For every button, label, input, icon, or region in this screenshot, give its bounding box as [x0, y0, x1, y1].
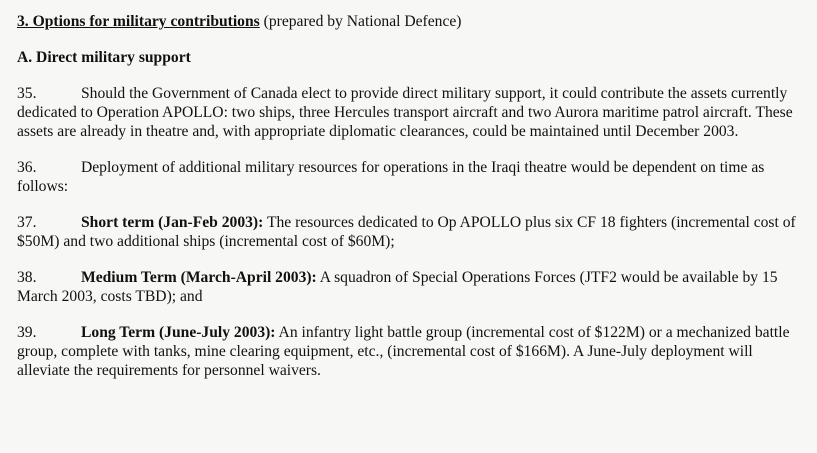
paragraph-text: Should the Government of Canada elect to provide direct military support, it could contribute the assets currently dedicated to Operation APOLLO: two ships, three Hercules transport aircraft and two Aurora maritime patrol aircraft. These assets are already in theatre and, with appropriate diplomatic clearances, could be maintained until December 2003. — [17, 85, 793, 140]
paragraph-39 — [17, 323, 803, 380]
paragraph-number: 37. — [17, 214, 37, 231]
paragraph-number: 38. — [17, 269, 37, 286]
paragraph-number: 39. — [17, 324, 37, 341]
subsection-title: A. Direct military support — [17, 49, 191, 66]
paragraph-number: 36. — [17, 159, 37, 176]
paragraph-lead: Long Term (June-July 2003): — [81, 324, 276, 341]
section-heading-note: (prepared by National Defence) — [259, 13, 462, 30]
section-heading-title: 3. Options for military contributions — [17, 13, 260, 30]
paragraph-text: The resources dedicated to Op APOLLO plus six CF 18 fighters (incremental cost of $50M) and two additional ships (incremental cost of $60M); — [17, 214, 796, 250]
section-heading — [17, 12, 803, 31]
paragraph-37 — [17, 213, 803, 251]
paragraph-text: Deployment of additional military resources for operations in the Iraqi theatre would be dependent on time as follows: — [17, 159, 765, 195]
paragraph-text: A squadron of Special Operations Forces (JTF2 would be available by 15 March 2003, costs TBD); and — [17, 269, 778, 305]
paragraph-text: An infantry light battle group (incremental cost of $122M) or a mechanized battle group, complete with tanks, mine clearing equipment, etc., (incremental cost of $166M). A June-July deployment will alleviate the requirements for personnel waivers. — [17, 324, 790, 379]
paragraph-38 — [17, 268, 803, 306]
paragraph-35 — [17, 84, 803, 141]
paragraph-lead: Medium Term (March-April 2003): — [81, 269, 317, 286]
paragraph-lead: Short term (Jan-Feb 2003): — [81, 214, 264, 231]
paragraph-36 — [17, 158, 803, 196]
paragraph-number: 35. — [17, 85, 37, 102]
